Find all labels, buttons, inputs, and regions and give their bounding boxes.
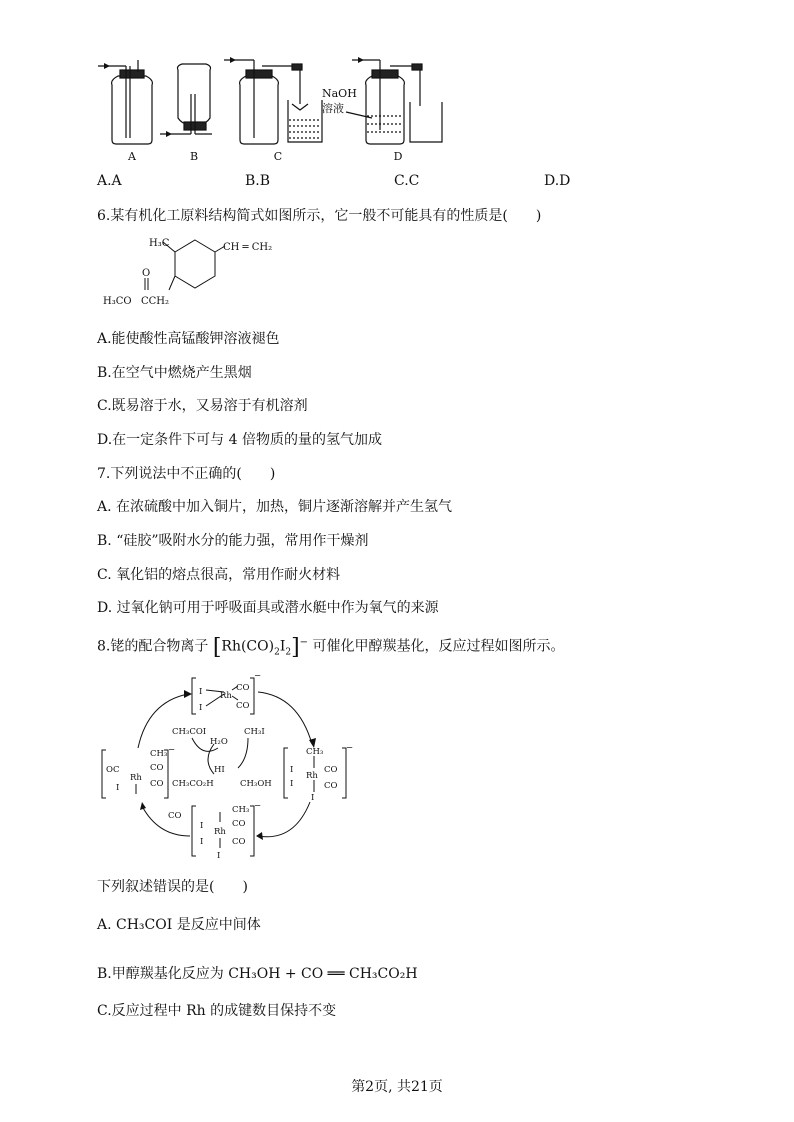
apparatus-b (160, 64, 212, 134)
bottom-co2: CO (232, 837, 246, 847)
q7-option-c: C. 氧化铝的熔点很高，常用作耐火材料 (97, 567, 341, 583)
page-footer: 第2页, 共21页 (351, 1079, 443, 1095)
bottom-minus: − (254, 801, 262, 811)
q7-option-a: A. 在浓硫酸中加入铜片，加热，铜片逐渐溶解并产生氢气 (97, 499, 453, 515)
right-i3: I (311, 793, 315, 803)
q8-stem-suffix: 可催化甲醇羰基化，反应过程如图所示。 (312, 638, 565, 655)
q5-option-a: A.A (97, 173, 122, 189)
bottom-i1: I (200, 821, 204, 831)
apparatus-d (352, 60, 442, 144)
ch3i-label: CH₃I (244, 727, 265, 737)
right-i2: I (290, 779, 294, 789)
label-d: D (393, 150, 403, 163)
label-b: B (189, 150, 199, 163)
ester-left-label: H₃CO (103, 296, 132, 307)
catalytic-cycle-diagram (98, 672, 358, 862)
co-label: CO (168, 811, 182, 821)
right-co2: CO (324, 781, 338, 791)
right-rh: Rh (306, 771, 318, 781)
vinyl-label: CH ═ CH₂ (223, 242, 273, 253)
q5-option-c: C.C (394, 173, 420, 189)
q8-question: 下列叙述错误的是( ) (97, 879, 248, 895)
right-i1: I (290, 765, 294, 775)
q6-option-b: B.在空气中燃烧产生黑烟 (97, 365, 252, 381)
q8-option-a: A. CH₃COI 是反应中间体 (97, 917, 261, 933)
h2o-label: H₂O (210, 737, 228, 747)
q6-structure (95, 232, 295, 322)
apparatus-a (98, 60, 152, 144)
ester-mid-label: CCH₂ (141, 296, 170, 307)
bottom-i3: I (217, 851, 221, 861)
hi-label: HI (214, 765, 225, 775)
ch3oh-label: CH₃OH (240, 779, 272, 789)
q6-stem: 6.某有机化工原料结构简式如图所示，它一般不可能具有的性质是( ) (97, 208, 542, 224)
apparatus-c (224, 60, 322, 144)
ion-sub1: 2 (274, 647, 280, 658)
q6-option-c: C.既易溶于水，又易溶于有机溶剂 (97, 398, 308, 414)
q8-option-c: C.反应过程中 Rh 的成键数目保持不变 (97, 1003, 337, 1019)
left-co1: CO (150, 763, 164, 773)
bottom-rh: Rh (214, 827, 226, 837)
top-co2: CO (236, 701, 250, 711)
right-co1: CO (324, 765, 338, 775)
top-i1: I (199, 687, 203, 697)
solution-label: 溶液 (322, 102, 344, 115)
left-ch3: CH₃ (150, 749, 168, 759)
ion-formula: Rh(CO) (221, 638, 275, 655)
left-co2: CO (150, 779, 164, 789)
ion-charge: − (299, 637, 309, 648)
ch3co2h-label: CH₃CO₂H (172, 779, 214, 789)
label-c: C (273, 150, 283, 163)
left-rh: Rh (130, 773, 142, 783)
naoh-label: NaOH (322, 87, 357, 100)
right-ch3: CH₃ (306, 747, 324, 757)
left-minus: − (168, 745, 176, 755)
bottom-co1: CO (232, 819, 246, 829)
methyl-label: H₃C (149, 238, 170, 249)
top-co1: CO (236, 683, 250, 693)
left-i: I (116, 783, 120, 793)
q7-option-d: D. 过氧化钠可用于呼吸面具或潜水艇中作为氧气的来源 (97, 600, 439, 616)
q5-option-b: B.B (245, 173, 271, 189)
top-minus: − (254, 672, 262, 681)
q8-option-b: B.甲醇羰基化反应为 CH₃OH + CO ══ CH₃CO₂H (97, 966, 418, 982)
right-minus: − (346, 743, 354, 753)
gas-apparatus-figure (0, 0, 794, 170)
left-oc: OC (106, 765, 120, 775)
bottom-ch3: CH₃ (232, 805, 250, 815)
q5-option-d: D.D (544, 173, 571, 189)
top-i2: I (199, 703, 203, 713)
top-rh: Rh (220, 691, 232, 701)
carbonyl-o-label: O (142, 268, 151, 279)
ion-sub2: 2 (285, 647, 292, 658)
ion-i: I (279, 638, 286, 655)
q6-option-a: A.能使酸性高锰酸钾溶液褪色 (97, 331, 280, 347)
q7-option-b: B. “硅胶”吸附水分的能力强，常用作干燥剂 (97, 533, 369, 549)
q8-stem: 8.铑的配合物离子 $[Rh(CO)_2I_2]^-$ 可催化甲醇羰基化，反应过程如图所示。 (97, 634, 565, 660)
q6-option-d: D.在一定条件下可与 4 倍物质的量的氢气加成 (97, 432, 382, 448)
label-a: A (128, 150, 136, 163)
bottom-i2: I (200, 837, 204, 847)
q7-stem: 7.下列说法中不正确的( ) (97, 466, 276, 482)
q8-stem-prefix: 8.铑的配合物离子 (97, 638, 209, 655)
ch3coi-label: CH₃COI (172, 727, 207, 737)
